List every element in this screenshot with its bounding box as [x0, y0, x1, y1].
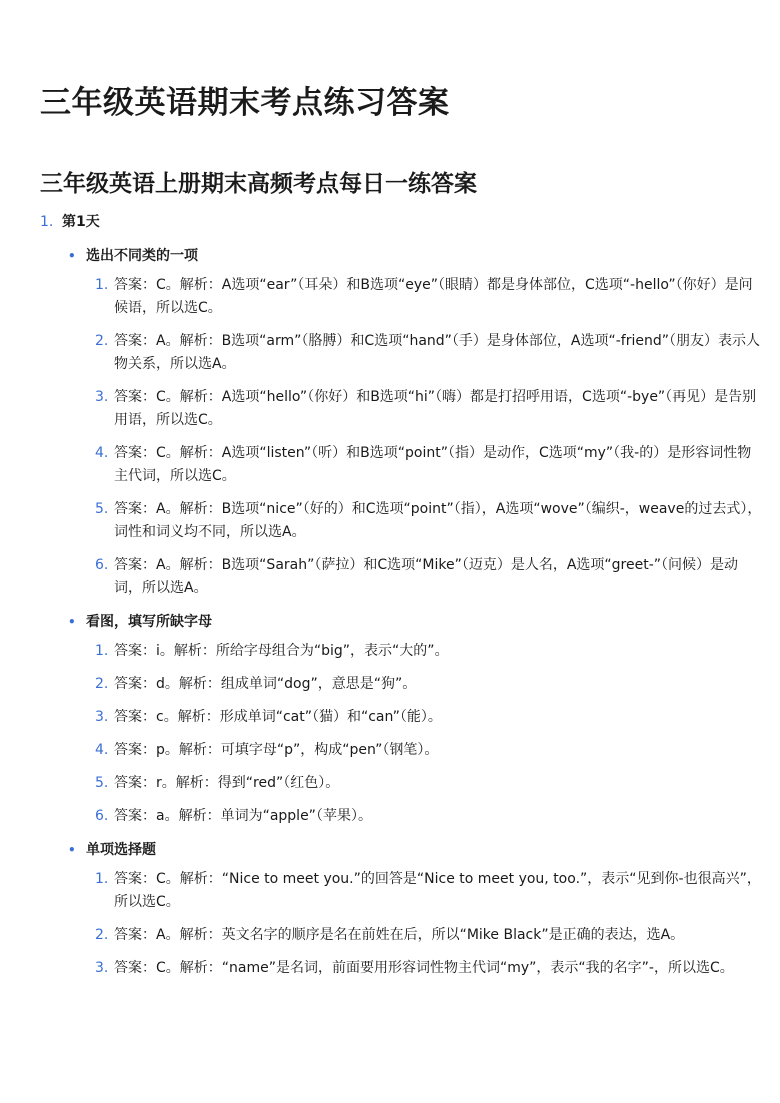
item-number: 6.: [95, 808, 109, 824]
item-text: 答案：C。解析：A选项“hello”（你好）和B选项“hi”（嗨）都是打招呼用语，C选项“-bye”（再见）是告别用语，所以选C。: [114, 389, 757, 428]
item-text: 答案：A。解析：B选项“arm”（胳膊）和C选项“hand”（手）是身体部位，A选项“-friend”（朋友）表示人物关系，所以选A。: [114, 333, 760, 372]
day-number: 1.: [40, 214, 54, 230]
list-item: [95, 957, 762, 980]
item-text: 答案：A。解析：B选项“nice”（好的）和C选项“point”（指），A选项“wove”（编织-，weave的过去式），词性和词义均不同，所以选A。: [114, 501, 762, 540]
item-text: 答案：C。解析：A选项“listen”（听）和B选项“point”（指）是动作，C选项“my”（我-的）是形容词性物主代词，所以选C。: [114, 445, 752, 484]
item-number: 6.: [95, 557, 109, 573]
item-number: 5.: [95, 775, 109, 791]
list-item: [95, 805, 762, 828]
item-number: 2.: [95, 333, 109, 349]
section-heading: [68, 244, 762, 268]
list-item: [95, 640, 762, 663]
answer-list: [68, 640, 762, 828]
section-heading-text: 选出不同类的一项: [86, 248, 198, 264]
item-number: 1.: [95, 277, 109, 293]
item-number: 1.: [95, 871, 109, 887]
section-multiple-choice: [68, 838, 762, 980]
section-fill-letters: [68, 610, 762, 828]
item-number: 3.: [95, 960, 109, 976]
item-number: 1.: [95, 643, 109, 659]
item-text: 答案：p。解析：可填字母“p”，构成“pen”（钢笔）。: [114, 742, 439, 758]
item-text: 答案：C。解析：“Nice to meet you.”的回答是“Nice to meet you, too.”，表示“见到你-也很高兴”，所以选C。: [114, 871, 761, 910]
section-heading: [68, 610, 762, 634]
item-text: 答案：r。解析：得到“red”（红色）。: [114, 775, 340, 791]
item-text: 答案：a。解析：单词为“apple”（苹果）。: [114, 808, 372, 824]
item-text: 答案：A。解析：B选项“Sarah”（萨拉）和C选项“Mike”（迈克）是人名，A选项“greet-”（问候）是动词，所以选A。: [114, 557, 739, 596]
item-text: 答案：A。解析：英文名字的顺序是名在前姓在后，所以“Mike Black”是正确的表达，选A。: [114, 927, 685, 943]
bullet-icon: •: [68, 843, 76, 857]
list-item: [95, 772, 762, 795]
item-text: 答案：C。解析：“name”是名词，前面要用形容词性物主代词“my”，表示“我的名字”-，所以选C。: [114, 960, 734, 976]
list-item: [95, 274, 762, 320]
item-number: 2.: [95, 676, 109, 692]
day-heading: [40, 210, 762, 240]
item-number: 3.: [95, 389, 109, 405]
list-item: [95, 498, 762, 544]
answer-list: [68, 868, 762, 980]
section-heading: [68, 838, 762, 862]
page-subtitle: 三年级英语上册期末高频考点每日一练答案: [40, 171, 477, 197]
page-title: 三年级英语期末考点练习答案: [40, 85, 450, 121]
list-item: [95, 706, 762, 729]
item-text: 答案：c。解析：形成单词“cat”（猫）和“can”（能）。: [114, 709, 442, 725]
section-choose-different: [68, 244, 762, 600]
list-item: [95, 330, 762, 376]
list-item: [95, 924, 762, 947]
bullet-icon: •: [68, 615, 76, 629]
item-number: 5.: [95, 501, 109, 517]
item-text: 答案：d。解析：组成单词“dog”，意思是“狗”。: [114, 676, 417, 692]
list-item: [95, 868, 762, 914]
bullet-icon: •: [68, 249, 76, 263]
list-item: [95, 386, 762, 432]
list-item: [95, 442, 762, 488]
item-text: 答案：C。解析：A选项“ear”（耳朵）和B选项“eye”（眼睛）都是身体部位，C选项“-hello”（你好）是问候语，所以选C。: [114, 277, 753, 316]
list-item: [95, 673, 762, 696]
list-item: [95, 739, 762, 762]
item-number: 2.: [95, 927, 109, 943]
section-heading-text: 看图，填写所缺字母: [86, 614, 212, 630]
item-text: 答案：i。解析：所给字母组合为“big”，表示“大的”。: [114, 643, 449, 659]
day-label: 第1天: [62, 214, 100, 230]
list-item: [95, 554, 762, 600]
item-number: 4.: [95, 742, 109, 758]
item-number: 3.: [95, 709, 109, 725]
answer-list: [68, 274, 762, 600]
item-number: 4.: [95, 445, 109, 461]
section-heading-text: 单项选择题: [86, 842, 156, 858]
